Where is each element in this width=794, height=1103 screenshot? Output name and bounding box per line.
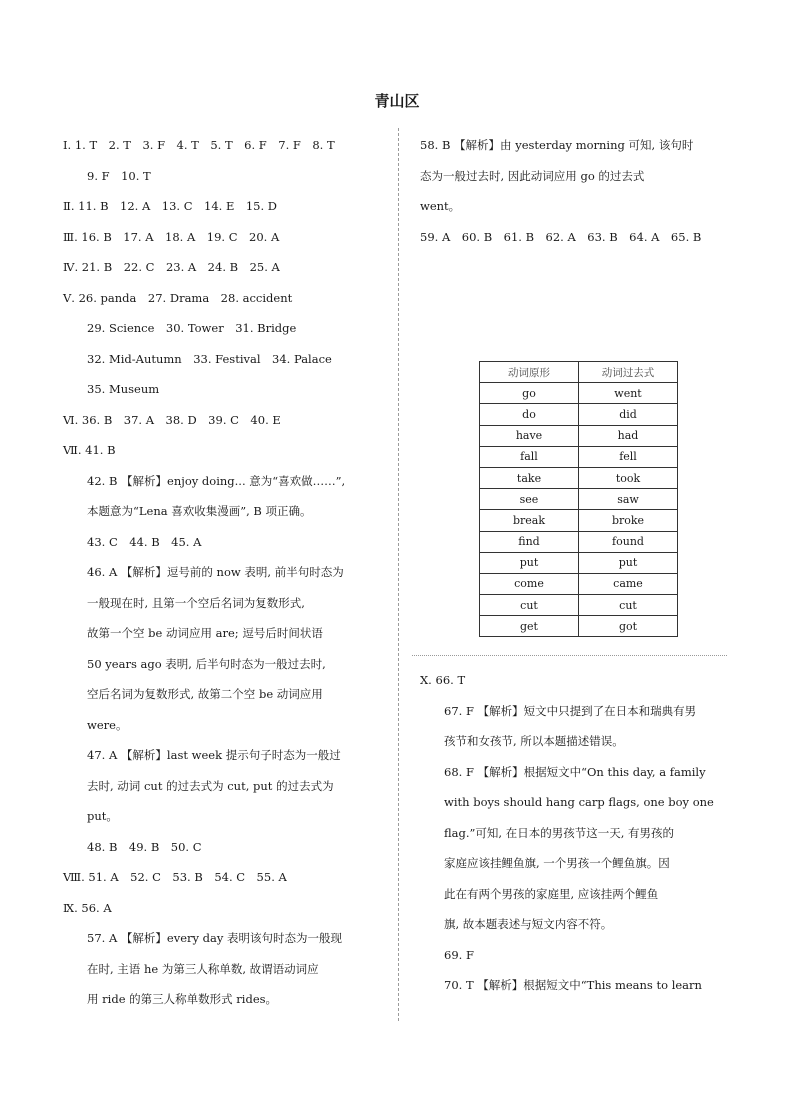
right-column-top	[420, 130, 732, 252]
page-title: 青山区	[374, 92, 420, 110]
past-form-cell: took	[579, 467, 678, 488]
answer-line: 在时, 主语 he 为第三人称单数, 故谓语动词应	[87, 961, 319, 976]
answer-line: Ⅷ. 51. A 52. C 53. B 54. C 55. A	[63, 870, 287, 884]
past-form-cell: found	[579, 531, 678, 552]
base-form-cell: find	[480, 531, 579, 552]
answer-line: 57. A 【解析】every day 表明该句时态为一般现	[87, 931, 343, 945]
answer-line: Ⅶ. 41. B	[63, 443, 116, 457]
answer-line: 去时, 动词 cut 的过去式为 cut, put 的过去式为	[87, 778, 334, 793]
answer-line: Ⅹ. 66. T	[420, 673, 466, 687]
answer-line: 46. A 【解析】逗号前的 now 表明, 前半句时态为	[87, 565, 344, 579]
base-form-cell: have	[480, 425, 579, 446]
table-row	[480, 573, 678, 594]
answer-line: 43. C 44. B 45. A	[87, 534, 202, 549]
header-base-form: 动词原形	[480, 362, 579, 383]
base-form-cell: cut	[480, 595, 579, 616]
answer-line: 35. Museum	[87, 382, 160, 396]
past-form-cell: came	[579, 573, 678, 594]
past-form-cell: cut	[579, 595, 678, 616]
past-form-cell: saw	[579, 489, 678, 510]
past-form-cell: had	[579, 425, 678, 446]
table-row	[480, 425, 678, 446]
base-form-cell: break	[480, 510, 579, 531]
answer-line: 32. Mid-Autumn 33. Festival 34. Palace	[87, 351, 332, 366]
answer-line: flag.”可知, 在日本的男孩节这一天, 有男孩的	[444, 825, 675, 840]
right-column-bottom	[420, 665, 732, 1001]
past-form-cell: went	[579, 383, 678, 404]
past-form-cell: put	[579, 552, 678, 573]
answer-line: 孩节和女孩节, 所以本题描述错误。	[444, 734, 624, 748]
answer-line: 70. T 【解析】根据短文中“This means to learn	[444, 978, 702, 992]
answer-line: 故第一个空 be 动词应用 are; 逗号后时间状语	[87, 626, 323, 640]
base-form-cell: go	[480, 383, 579, 404]
answer-line: Ⅲ. 16. B 17. A 18. A 19. C 20. A	[63, 229, 280, 244]
base-form-cell: come	[480, 573, 579, 594]
base-form-cell: do	[480, 404, 579, 425]
table-row	[480, 595, 678, 616]
left-column	[63, 130, 388, 1015]
answer-line: 本题意为“Lena 喜欢收集漫画”, B 项正确。	[87, 504, 312, 518]
base-form-cell: fall	[480, 446, 579, 467]
base-form-cell: take	[480, 467, 579, 488]
answer-line: Ⅵ. 36. B 37. A 38. D 39. C 40. E	[63, 412, 281, 427]
answer-line: 68. F 【解析】根据短文中“On this day, a family	[444, 764, 706, 779]
answer-line: 一般现在时, 且第一个空后名词为复数形式,	[87, 595, 305, 610]
base-form-cell: see	[480, 489, 579, 510]
table-row	[480, 404, 678, 425]
table-row	[480, 531, 678, 552]
past-form-cell: did	[579, 404, 678, 425]
answer-line: 48. B 49. B 50. C	[87, 839, 202, 854]
answer-line: 47. A 【解析】last week 提示句子时态为一般过	[87, 748, 341, 762]
answer-line: 42. B 【解析】enjoy doing... 意为“喜欢做……”,	[87, 473, 346, 488]
answer-line: 用 ride 的第三人称单数形式 rides。	[87, 992, 278, 1006]
answer-line: with boys should hang carp flags, one boy one	[444, 795, 714, 809]
answer-line: 空后名词为复数形式, 故第二个空 be 动词应用	[87, 687, 323, 701]
past-form-cell: broke	[579, 510, 678, 531]
header-past-form: 动词过去式	[579, 362, 678, 383]
answer-line: 50 years ago 表明, 后半句时态为一般过去时,	[87, 656, 326, 671]
answer-line: 旗, 故本题表述与短文内容不符。	[444, 917, 613, 931]
table-row	[480, 446, 678, 467]
table-row	[480, 383, 678, 404]
answer-line: 67. F 【解析】短文中只提到了在日本和瑞典有男	[444, 703, 697, 718]
answer-line: 58. B 【解析】由 yesterday morning 可知, 该句时	[420, 138, 694, 152]
dotted-separator	[412, 655, 727, 656]
answer-line: 9. F 10. T	[87, 168, 151, 183]
base-form-cell: put	[480, 552, 579, 573]
answer-line: Ⅰ. 1. T 2. T 3. F 4. T 5. T 6. F 7. F 8. T	[63, 138, 335, 152]
answer-line: were。	[87, 717, 128, 732]
table-header-row	[480, 362, 678, 383]
answer-line: went。	[420, 199, 461, 213]
answer-line: Ⅱ. 11. B 12. A 13. C 14. E 15. D	[63, 199, 278, 213]
base-form-cell: get	[480, 616, 579, 637]
answer-line: put。	[87, 809, 118, 823]
verb-tense-table	[479, 361, 678, 637]
table-row	[480, 616, 678, 637]
answer-line: Ⅴ. 26. panda 27. Drama 28. accident	[63, 290, 293, 305]
column-divider	[398, 128, 399, 1021]
table-row	[480, 552, 678, 573]
past-form-cell: got	[579, 616, 678, 637]
past-form-cell: fell	[579, 446, 678, 467]
answer-line: Ⅸ. 56. A	[63, 900, 112, 915]
answer-line: 家庭应该挂鲤鱼旗, 一个男孩一个鲤鱼旗。因	[444, 856, 670, 870]
answer-line: 69. F	[444, 947, 474, 962]
table-row	[480, 467, 678, 488]
answer-line: Ⅳ. 21. B 22. C 23. A 24. B 25. A	[63, 260, 280, 274]
answer-line: 态为一般过去时, 因此动词应用 go 的过去式	[420, 168, 645, 183]
answer-line: 此在有两个男孩的家庭里, 应该挂两个鲤鱼	[444, 886, 659, 901]
answer-line: 59. A 60. B 61. B 62. A 63. B 64. A 65. B	[420, 229, 702, 244]
table-row	[480, 489, 678, 510]
table-row	[480, 510, 678, 531]
answer-line: 29. Science 30. Tower 31. Bridge	[87, 321, 297, 335]
